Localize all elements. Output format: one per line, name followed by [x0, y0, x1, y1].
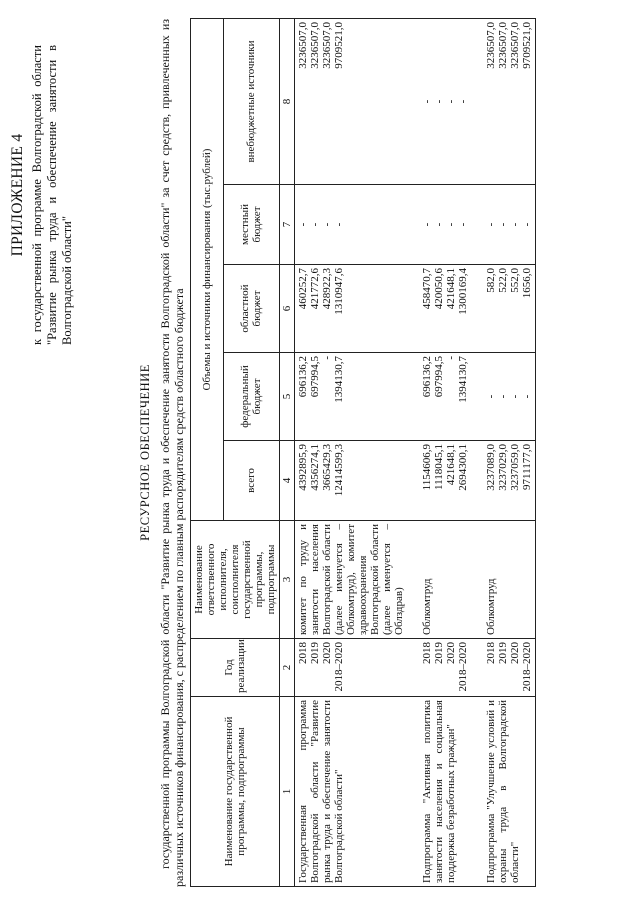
value-cell: - — [521, 394, 533, 399]
column-number: 7 — [280, 185, 295, 265]
value-cell: 3665429,3 — [321, 444, 333, 491]
value-cell: 522,0 — [497, 268, 509, 293]
value-cell: 3236507,0 — [321, 21, 333, 69]
value-cell: - — [485, 394, 497, 399]
row-total — [295, 441, 408, 521]
resource-table — [190, 18, 536, 887]
row-extra — [419, 18, 471, 184]
value-cell: 1394130,7 — [457, 356, 469, 403]
value-cell: 3237059,0 — [509, 444, 521, 491]
row-executor: Облкомтруд — [419, 521, 471, 639]
value-cell: 1118045,1 — [433, 444, 445, 490]
year-cell: 2019 — [433, 642, 445, 664]
value-cell: 12414599,3 — [333, 444, 345, 497]
table-row-program — [295, 18, 408, 886]
value-cell: 3236507,0 — [509, 21, 521, 69]
value-cell: - — [445, 356, 457, 360]
value-cell: 3237089,0 — [485, 444, 497, 491]
header-local: местный бюджет — [223, 185, 279, 265]
year-cell: 2018 — [297, 642, 309, 664]
value-cell: 9709521,0 — [521, 21, 533, 69]
row-regional — [295, 265, 408, 353]
year-cell: 2018–2020 — [333, 642, 345, 692]
value-cell: 697994,5 — [309, 356, 321, 398]
value-cell: 552,0 — [509, 268, 521, 293]
header-year: Год реализации — [191, 639, 280, 697]
value-cell: - — [457, 99, 469, 104]
value-cell: - — [333, 222, 345, 227]
value-cell: - — [457, 222, 469, 227]
row-executor: Облкомтруд — [483, 521, 536, 639]
value-cell: - — [309, 222, 321, 227]
year-cell: 2019 — [309, 642, 321, 664]
appendix-title: ПРИЛОЖЕНИЕ 4 — [9, 133, 26, 257]
column-number: 8 — [280, 18, 295, 184]
year-cell: 2018–2020 — [457, 642, 469, 692]
value-cell: 3236507,0 — [297, 21, 309, 69]
year-cell: 2020 — [445, 642, 457, 664]
value-cell: - — [321, 356, 333, 360]
row-spacer — [471, 18, 483, 886]
value-cell: 3236507,0 — [309, 21, 321, 69]
value-cell: 421648,1 — [445, 268, 457, 310]
value-cell: 696136,2 — [421, 356, 433, 398]
header-extra: внебюджетные источники — [223, 18, 279, 184]
row-local — [419, 185, 471, 265]
column-number: 6 — [280, 265, 295, 353]
row-years — [419, 639, 471, 697]
value-cell: 1300169,4 — [457, 268, 469, 315]
year-cell: 2019 — [497, 642, 509, 664]
value-cell: - — [497, 394, 509, 399]
header-federal: федеральный бюджет — [223, 353, 279, 441]
value-cell: 2694300,1 — [457, 444, 469, 491]
table-row-subprogram-employment — [419, 18, 471, 886]
value-cell: - — [421, 222, 433, 227]
value-cell: 428922,3 — [321, 268, 333, 310]
value-cell: 1310947,6 — [333, 268, 345, 315]
row-name: Подпрограмма "Активная политика занятости населения и социальная поддержка безработных граждан" — [419, 697, 471, 887]
value-cell: 4392895,9 — [297, 444, 309, 491]
value-cell: 460252,7 — [297, 268, 309, 310]
value-cell: 421772,6 — [309, 268, 321, 310]
row-executor: комитет по труду и занятости населения Волгоградской области (далее именуется – Облкомтруд), комитет здравоохранения Волгоградской области (далее именуется – Облздрав) — [295, 521, 408, 639]
value-cell: 582,0 — [485, 268, 497, 293]
row-years — [483, 639, 536, 697]
year-cell: 2018–2020 — [521, 642, 533, 692]
row-years — [295, 639, 408, 697]
value-cell: - — [297, 222, 309, 227]
row-federal — [419, 353, 471, 441]
column-number: 3 — [280, 521, 295, 639]
header-name: Наименование государственной программы, подпрограммы — [191, 697, 280, 887]
column-number-row — [280, 18, 295, 886]
value-cell: 4356274,1 — [309, 444, 321, 491]
value-cell: 3237029,0 — [497, 444, 509, 491]
value-cell: - — [421, 99, 433, 104]
header-funding-group: Объемы и источники финансирования (тыс.рублей) — [191, 18, 224, 520]
value-cell: 9711177,0 — [521, 444, 533, 490]
value-cell: - — [509, 222, 521, 227]
header-total: всего — [223, 441, 279, 521]
value-cell: 1154606,9 — [421, 444, 433, 491]
value-cell: - — [445, 99, 457, 104]
row-extra — [295, 18, 408, 184]
row-spacer — [407, 18, 419, 886]
value-cell: - — [433, 222, 445, 227]
value-cell: 420050,6 — [433, 268, 445, 310]
row-name: Государственная программа Волгоградской области "Развитие рынка труда и обеспечение занятости Волгоградской области" — [295, 697, 408, 887]
value-cell: 421648,1 — [445, 444, 457, 486]
value-cell: 3236507,0 — [485, 21, 497, 69]
value-cell: - — [497, 222, 509, 227]
year-cell: 2018 — [421, 642, 433, 664]
table-row-subprogram-labor-safety — [483, 18, 536, 886]
value-cell: 1394130,7 — [333, 356, 345, 403]
row-total — [483, 441, 536, 521]
value-cell: - — [485, 222, 497, 227]
intro-paragraph: государственной программы Волгоградской области "Развитие рынка труда и обеспечение занятости Волгоградской области" за счет средств, привлеченных из различных источников финансирования, с распределением по главным распорядителям средств областного бюджета — [158, 19, 186, 887]
row-total — [419, 441, 471, 521]
row-local — [483, 185, 536, 265]
value-cell: - — [321, 222, 333, 227]
value-cell: 9709521,0 — [333, 21, 345, 69]
value-cell: - — [445, 222, 457, 227]
value-cell: 696136,2 — [297, 356, 309, 398]
value-cell: 3236507,0 — [497, 21, 509, 69]
header-regional: областной бюджет — [223, 265, 279, 353]
value-cell: 458470,7 — [421, 268, 433, 310]
row-extra — [483, 18, 536, 184]
column-number: 1 — [280, 697, 295, 887]
column-number: 2 — [280, 639, 295, 697]
row-name: Подпрограмма "Улучшение условий и охраны труда в Волгоградской области" — [483, 697, 536, 887]
column-number: 4 — [280, 441, 295, 521]
year-cell: 2020 — [321, 642, 333, 664]
value-cell: - — [433, 99, 445, 104]
value-cell: - — [509, 394, 521, 399]
appendix-block — [10, 45, 75, 345]
row-regional — [483, 265, 536, 353]
value-cell: - — [521, 222, 533, 227]
value-cell: 1656,0 — [521, 268, 533, 299]
header-executor: Наименование ответственного исполнителя, соисполнителя государственной программы, подпрограммы — [191, 521, 280, 639]
appendix-text: к государственной программе Волгоградской области "Развитие рынка труда и обеспечение занятости в Волгоградской области" — [30, 45, 74, 345]
row-federal — [483, 353, 536, 441]
row-federal — [295, 353, 408, 441]
value-cell: 697994,5 — [433, 356, 445, 398]
resource-title: РЕСУРСНОЕ ОБЕСПЕЧЕНИЕ — [138, 364, 152, 541]
year-cell: 2020 — [509, 642, 521, 664]
row-local — [295, 185, 408, 265]
row-regional — [419, 265, 471, 353]
year-cell: 2018 — [485, 642, 497, 664]
column-number: 5 — [280, 353, 295, 441]
